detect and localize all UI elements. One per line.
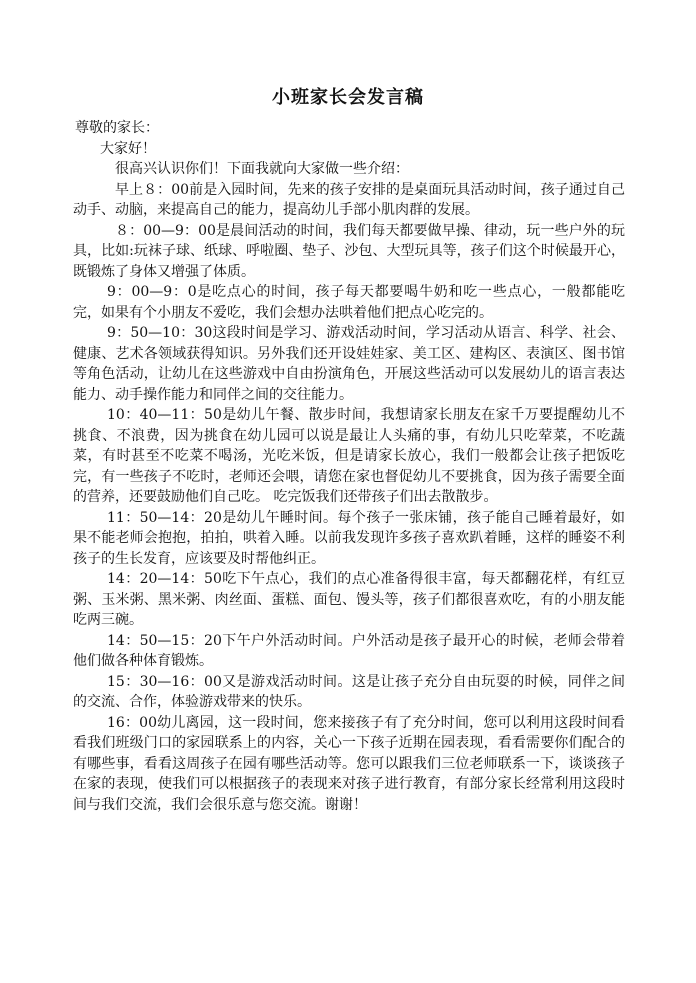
lunch-paragraph: 10：40—11：50是幼儿午餐、散步时间，我想请家长朋友在家千万要提醒幼儿不挑食、不浪费，因为挑食在幼儿园可以说是最让人头痛的事，有幼儿只吃荤菜，不吃蔬菜，有时甚至不吃菜不喝汤，光吃米饭，但是请家长放心，我们一般都会让孩子把饭吃完，有一些孩子不吃时，老师还会喂，请您在家也督促幼儿不要挑食，因为孩子需要全面的营养，还要鼓励他们自己吃。 吃完饭我们还带孩子们出去散散步。: [73, 407, 625, 505]
learning-paragraph: 9：50—10：30这段时间是学习、游戏活动时间，学习活动从语言、科学、社会、健康、艺术各领域获得知识。另外我们还开设娃娃家、美工区、建构区、表演区、图书馆等角色活动，让幼儿在这些游戏中自由扮演角色，开展这些活动可以发展幼儿的语言表达能力、动手操作能力和同伴之间的交往能力。: [73, 325, 625, 403]
play-time-paragraph: 15：30—16：00又是游戏活动时间。这是让孩子充分自由玩耍的时候，同伴之间的交流、合作，体验游戏带来的快乐。: [73, 673, 625, 710]
document-title: 小班家长会发言稿: [272, 87, 424, 108]
departure-paragraph: 16：00幼儿离园，这一段时间，您来接孩子有了充分时间，您可以利用这段时间看看我们班级门口的家园联系上的内容，关心一下孩子近期在园表现，看看需要你们配合的有哪些事，看看这周孩子在园有哪些活动等。您可以跟我们三位老师联系一下，谈谈孩子在家的表现，使我们可以根据孩子的表现来对孩子进行教育，有部分家长经常利用这段时间与我们交流，我们会很乐意与您交流。谢谢！: [73, 714, 625, 813]
arrival-paragraph: 早上８：00前是入园时间，先来的孩子安排的是桌面玩具活动时间，孩子通过自己动手、动脑，来提高自己的能力，提高幼儿手部小肌肉群的发展。: [73, 181, 625, 218]
nap-paragraph: 11：50—14：20是幼儿午睡时间。每个孩子一张床铺，孩子能自己睡着最好，如果不能老师会抱抱，拍拍，哄着入睡。以前我发现许多孩子喜欢趴着睡，这样的睡姿不利孩子的生长发育，应该要及时帮他纠正。: [73, 509, 625, 567]
snack-paragraph: 9：00—9：0是吃点心的时间，孩子每天都要喝牛奶和吃一些点心，一般都能吃完，如果有个小朋友不爱吃，我们会想办法哄着他们把点心吃完的。: [73, 284, 625, 321]
morning-activity-paragraph: ８：00—9：00是晨间活动的时间，我们每天都要做早操、律动，玩一些户外的玩具，比如:玩袜子球、纸球、呼啦圈、垫子、沙包、大型玩具等，孩子们这个时候最开心，既锻炼了身体又增强了体质。: [73, 222, 625, 280]
salutation: 尊敬的家长：: [75, 120, 159, 136]
greeting: 大家好！: [100, 140, 156, 157]
document-body: [73, 118, 625, 815]
intro-paragraph: 很高兴认识你们！下面我就向大家做一些介绍：: [115, 161, 409, 177]
outdoor-activity-paragraph: 14：50—15：20下午户外活动时间。户外活动是孩子最开心的时候，老师会带着他们做各种体育锻炼。: [73, 632, 625, 669]
afternoon-snack-paragraph: 14：20—14：50吃下午点心，我们的点心准备得很丰富，每天都翻花样，有红豆粥、玉米粥、黑米粥、肉丝面、蛋糕、面包、馒头等，孩子们都很喜欢吃，有的小朋友能吃两三碗。: [73, 571, 625, 628]
